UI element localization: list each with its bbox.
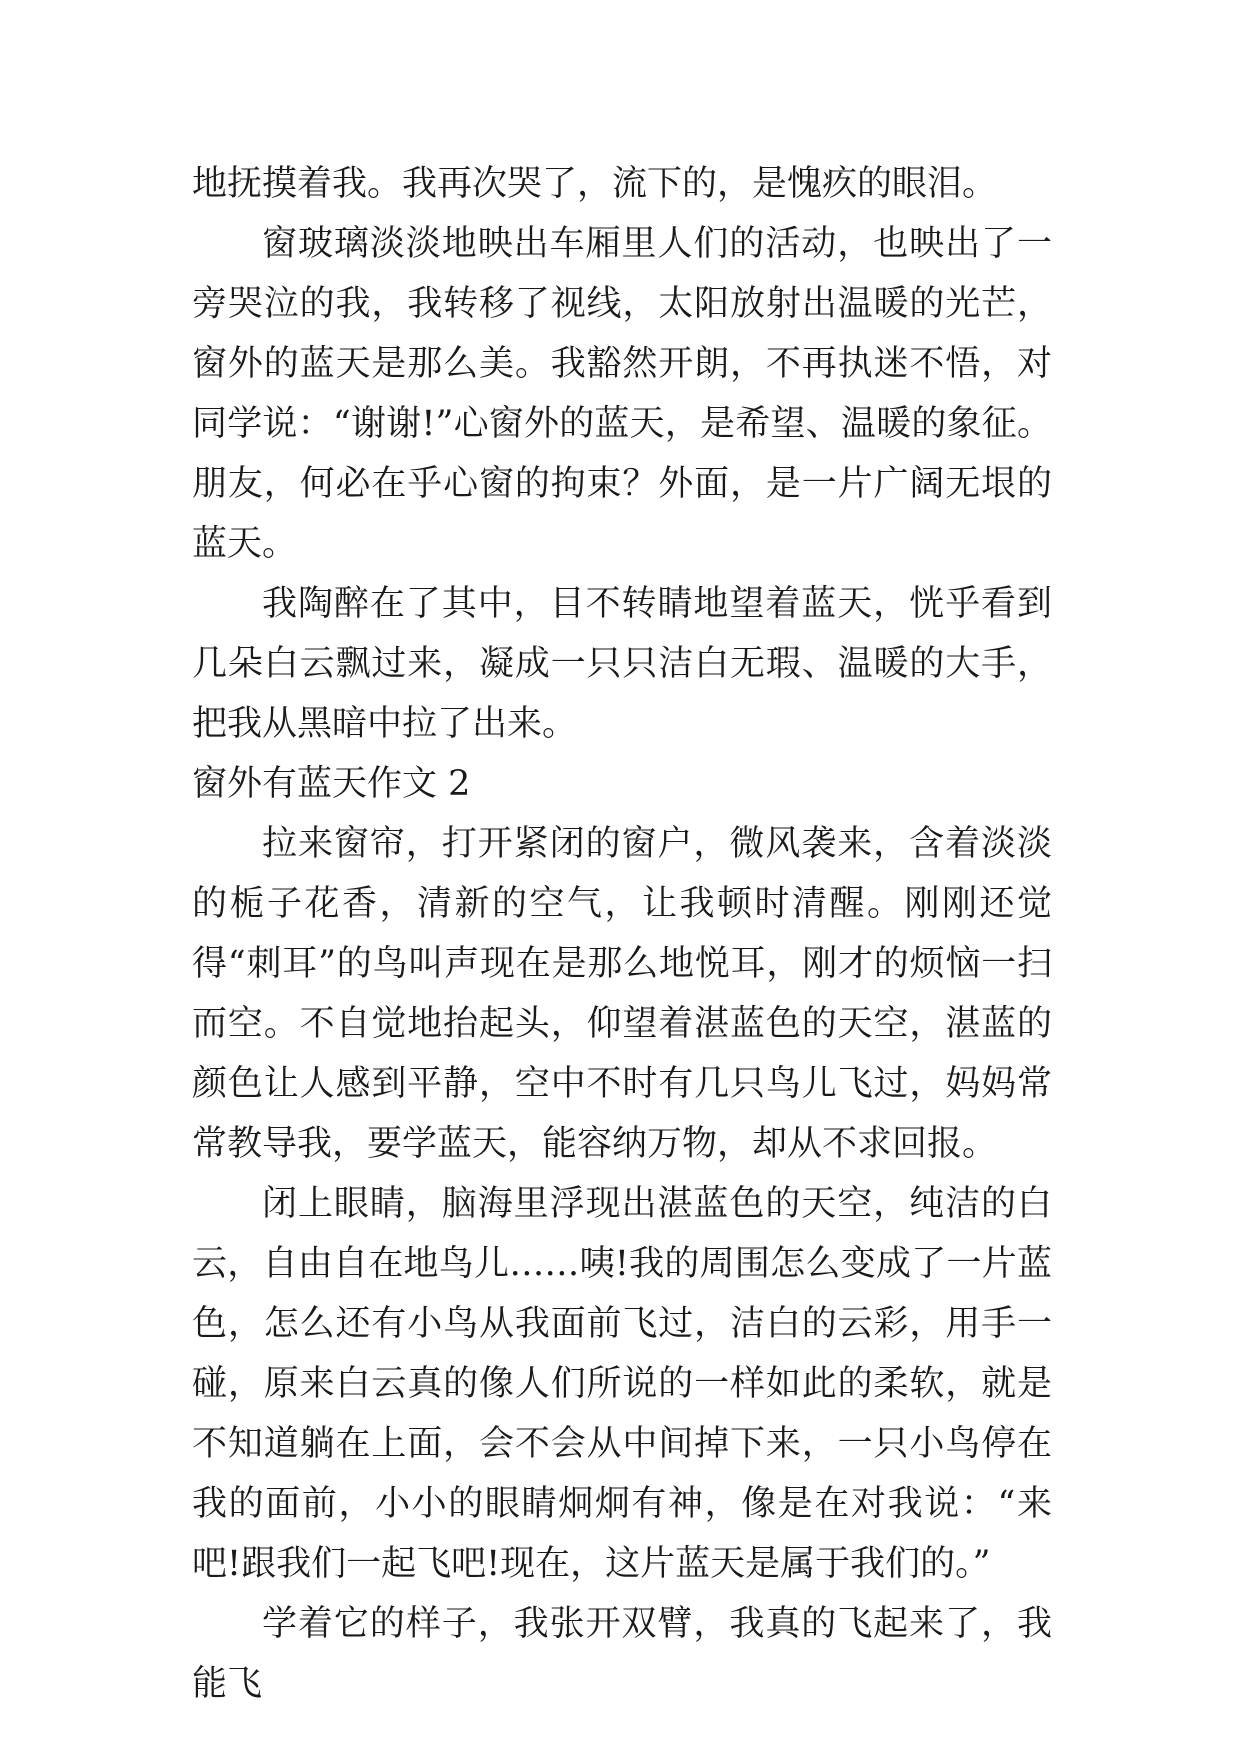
section-heading: 窗外有蓝天作文 2 xyxy=(192,764,471,804)
paragraph-continuation: 地抚摸着我。我再次哭了，流下的，是愧疚的眼泪。 xyxy=(192,164,998,204)
paragraph-window-glass: 窗玻璃淡淡地映出车厢里人们的活动，也映出了一旁哭泣的我，我转移了视线，太阳放射出温暖的光芒，窗外的蓝天是那么美。我豁然开朗，不再执迷不悟，对同学说：“谢谢!”心窗外的蓝天，是希望、温暖的象征。朋友，何必在乎心窗的拘束？外面，是一片广阔无垠的蓝天。 xyxy=(192,224,1052,564)
paragraph-close-eyes: 闭上眼睛，脑海里浮现出湛蓝色的天空，纯洁的白云，自由自在地鸟儿……咦!我的周围怎么变成了一片蓝色，怎么还有小鸟从我面前飞过，洁白的云彩，用手一碰，原来白云真的像人们所说的一样如此的柔软，就是不知道躺在上面，会不会从中间掉下来，一只小鸟停在我的面前，小小的眼睛炯炯有神，像是在对我说：“来吧!跟我们一起飞吧!现在，这片蓝天是属于我们的。” xyxy=(192,1184,1052,1584)
paragraph-intoxicated: 我陶醉在了其中，目不转睛地望着蓝天，恍乎看到几朵白云飘过来，凝成一只只洁白无瑕、温暖的大手，把我从黑暗中拉了出来。 xyxy=(192,584,1052,744)
paragraph-open-curtain: 拉来窗帘，打开紧闭的窗户，微风袭来，含着淡淡的栀子花香，清新的空气，让我顿时清醒。刚刚还觉得“刺耳”的鸟叫声现在是那么地悦耳，刚才的烦恼一扫而空。不自觉地抬起头，仰望着湛蓝色的天空，湛蓝的颜色让人感到平静，空中不时有几只鸟儿飞过，妈妈常常教导我，要学蓝天，能容纳万物，却从不求回报。 xyxy=(192,824,1052,1164)
paragraph-flying: 学着它的样子，我张开双臂，我真的飞起来了，我能飞 xyxy=(192,1604,1052,1704)
body-text xyxy=(192,154,1052,1714)
